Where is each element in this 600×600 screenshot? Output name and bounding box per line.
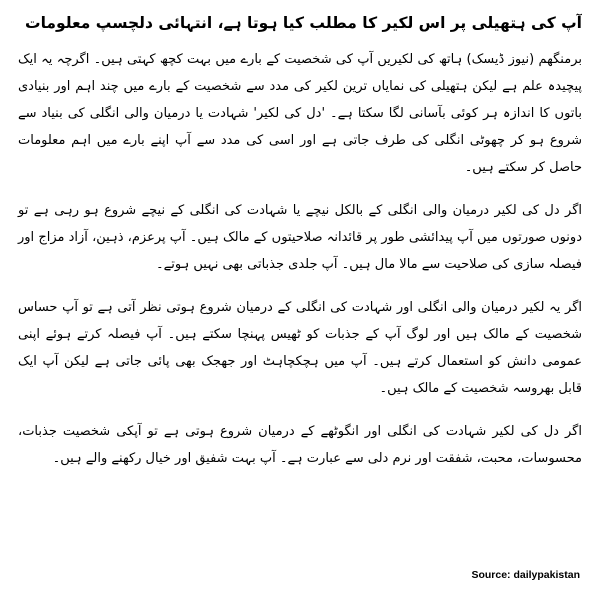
article-title: آپ کی ہتھیلی پر اس لکیر کا مطلب کیا ہوتا ہے، انتہائی دلچسپ معلومات <box>25 14 582 32</box>
article <box>14 0 586 600</box>
paragraph-sensitive: اگر یہ لکیر درمیان والی انگلی اور شہادت کی انگلی کے درمیان شروع ہوتی نظر آتی ہے تو آپ حساس شخصیت کے مالک ہیں اور لوگ آپ کے جذبات کو ٹھیس پہنچا سکتے ہیں۔ آپ فیصلہ کرتے ہوئے اپنی عمومی دانش کو استعمال کرتے ہیں۔ آپ میں ہچکچاہٹ اور جھجک بھی پائی جاتی ہے لیکن آپ ایک قابل بھروسہ شخصیت کے مالک ہیں۔ <box>18 300 582 396</box>
paragraph-leadership: اگر دل کی لکیر درمیان والی انگلی کے بالکل نیچے یا شہادت کی انگلی کے نیچے شروع ہو رہی ہے تو دونوں صورتوں میں آپ پیدائشی طور پر قائدانہ صلاحیتوں کے مالک ہیں۔ آپ پرعزم، ذہین، آزاد مزاج اور فیصلہ سازی کی صلاحیت سے مالا مال ہیں۔ آپ جلدی جذباتی بھی نہیں ہوتے۔ <box>18 203 582 272</box>
paragraph-emotional: اگر دل کی لکیر شہادت کی انگلی اور انگوٹھے کے درمیان شروع ہوتی ہے تو آپکی شخصیت جذبات، محسوسات، محبت، شفقت اور نرم دلی سے عبارت ہے۔ آپ بہت شفیق اور خیال رکھنے والے ہیں۔ <box>18 424 582 466</box>
source-credit: Source: dailypakistan <box>471 569 580 581</box>
paragraph-intro: برمنگھم (نیوز ڈیسک) ہاتھ کی لکیریں آپ کی شخصیت کے بارے میں بہت کچھ کہتی ہیں۔ اگرچہ یہ ایک پیچیدہ علم ہے لیکن ہتھیلی کی نمایاں ترین لکیر کی مدد سے شخصیت کے بارے میں چند اہم اور بنیادی باتوں کا اندازہ ہر کوئی بآسانی لگا سکتا ہے۔ 'دل کی لکیر' شہادت یا درمیان والی انگلی کی بنیاد سے شروع ہو کر چھوٹی انگلی کی طرف جاتی ہے اور اسی کی مدد سے آپ اپنے بارے میں اہم معلومات حاصل کر سکتے ہیں۔ <box>18 52 582 175</box>
